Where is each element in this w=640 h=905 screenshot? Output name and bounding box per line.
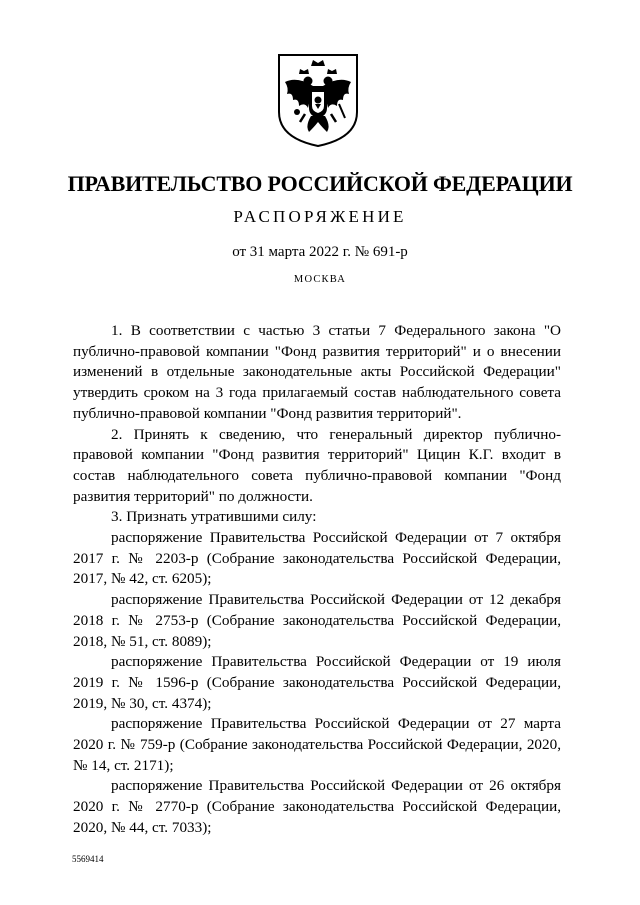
footer-document-code: 5569414 <box>72 854 104 864</box>
paragraph-3: 3. Признать утратившими силу: <box>111 508 317 526</box>
government-title: ПРАВИТЕЛЬСТВО РОССИЙСКОЙ ФЕДЕРАЦИИ <box>67 171 573 196</box>
repealed-item-3: распоряжение Правительства Российской Федерации от 19 июля 2019 г. № 1596-р (Собрание законодательства Российской Федерации, 2019, № 30, ст. 4374); <box>73 653 561 712</box>
document-date-number: от 31 марта 2022 г. № 691-р <box>232 244 408 260</box>
paragraph-1: 1. В соответствии с частью 3 статьи 7 Федерального закона "О публично-правовой компании "Фонд развития территорий" и о внесении изменений в отдельные законодательные акты Российской Федерации" утвердить сроком на 3 года прилагаемый состав наблюдательного совета публично-правовой компании "Фонд развития территорий". <box>73 322 561 422</box>
document-place: МОСКВА <box>293 274 347 285</box>
document-body <box>73 321 561 839</box>
repealed-item-1: распоряжение Правительства Российской Федерации от 7 октября 2017 г. № 2203-р (Собрание законодательства Российской Федерации, 2017, № 42, ст. 6205); <box>73 529 561 588</box>
coat-of-arms-icon <box>275 52 361 148</box>
document-type: РАСПОРЯЖЕНИЕ <box>233 207 407 226</box>
paragraph-2: 2. Принять к сведению, что генеральный директор публично-правовой компании "Фонд развития территорий" Цицин К.Г. входит в состав наблюдательного совета публично-правовой компании "Фонд развития территорий" по должности. <box>73 425 561 505</box>
repealed-item-4: распоряжение Правительства Российской Федерации от 27 марта 2020 г. № 759-р (Собрание законодательства Российской Федерации, 2020, № 14, ст. 2171); <box>73 715 561 774</box>
repealed-item-5: распоряжение Правительства Российской Федерации от 26 октября 2020 г. № 2770-р (Собрание законодательства Российской Федерации, 2020, № 44, ст. 7033); <box>73 777 561 836</box>
repealed-item-2: распоряжение Правительства Российской Федерации от 12 декабря 2018 г. № 2753-р (Собрание законодательства Российской Федерации, 2018, № 51, ст. 8089); <box>73 591 561 650</box>
